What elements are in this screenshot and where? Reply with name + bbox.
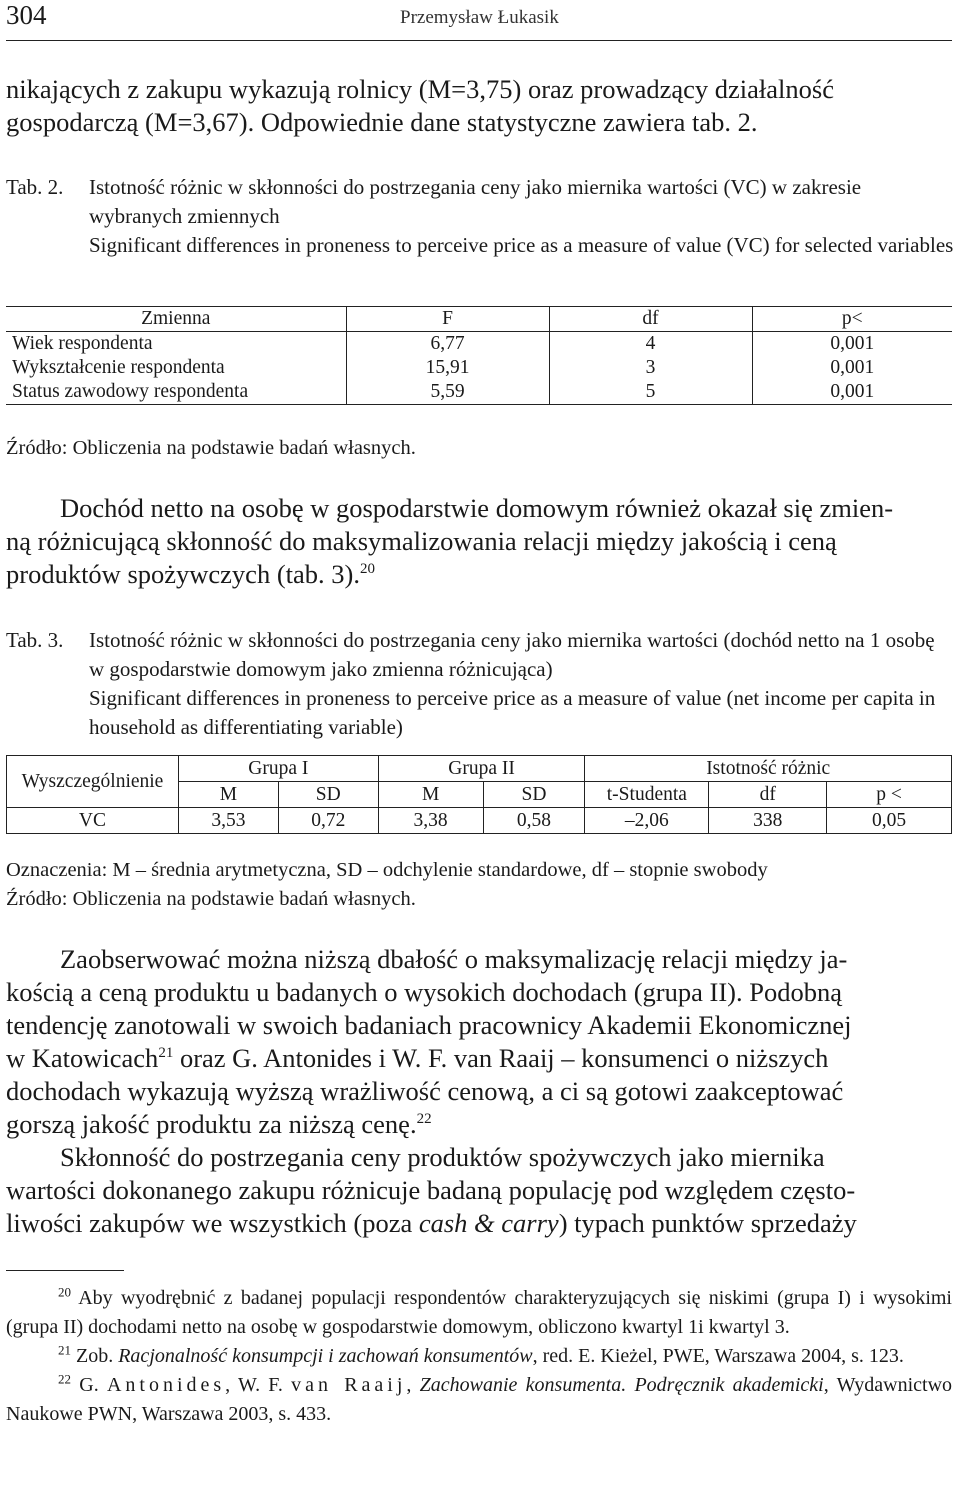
table-cell: 0,05 [827,808,952,834]
footnote-22-b: , W. F. [225,1374,292,1396]
table-3-caption-pl: Istotność różnic w skłonności do postrzegania ceny jako miernika wartości (dochód netto na 1 osobę w gospodarstwie domowym jako zmienna różnicująca) [89,628,935,681]
footnote-20 [6,1284,952,1342]
paragraph-2-line-1: Dochód netto na osobę w gospodarstwie domowym również okazał się zmien- [60,493,894,523]
table-cell: Wiek respondenta [6,332,346,357]
paragraph-1 [6,73,952,139]
footnote-21-title: Racjonalność konsumpcji i zachowań konsumentów [118,1345,533,1367]
paragraph-3-line-5: dochodach wykazują wyższą wrażliwość cenową, a ci są gotowi zaakceptować [6,1076,844,1106]
paragraph-4-line-3 [6,1207,952,1240]
paragraph-2-line-2: ną różnicującą skłonność do maksymalizowania relacji między jakością i ceną [6,526,837,556]
footnote-21-number: 21 [58,1342,71,1358]
paragraph-3-line-4a: w Katowicach [6,1043,159,1073]
footnote-20-number: 20 [58,1284,71,1300]
table-2-caption-pl: Istotność różnic w skłonności do postrzegania ceny jako miernika wartości (VC) w zakresie wybranych zmiennych [89,175,862,228]
table-3-subheader: SD [278,782,378,808]
paragraph-4-line-3b: ) typach punktów sprzedaży [558,1208,857,1238]
table-3-subheader: SD [483,782,585,808]
table-3-header-row-1 [7,756,952,782]
table-row [6,380,952,405]
footnote-21 [6,1342,952,1371]
table-cell: 0,001 [752,356,952,380]
table-cell: 3,38 [378,808,483,834]
footnote-20-text: Aby wyodrębnić z badanej populacji respondentów charakteryzujących się niskimi (grupa I) i wysokimi (grupa II) dochodami netto na osobę w gospodarstwie domowym, obliczono kwartyl 1i kwartyl 3. [6,1287,952,1338]
table-cell: 0,001 [752,332,952,357]
table-2 [6,306,952,405]
header-rule [6,40,952,41]
table-3-caption-en: Significant differences in proneness to perceive price as a measure of value (net income per capita in household as differentiating variable) [89,686,936,739]
table-cell: 0,72 [278,808,378,834]
table-cell: 0,001 [752,380,952,405]
table-3-subheader: df [709,782,827,808]
paragraph-4-line-3a: liwości zakupów we wszystkich (poza [6,1208,419,1238]
footnote-22-d: , Wydawnictwo Naukowe PWN, Warszawa 2003, s. 433. [6,1374,953,1425]
table-3-subheader: t-Studenta [585,782,709,808]
footnote-22-author-2: van Raaij [291,1374,407,1396]
table-2-label: Tab. 2. [6,175,64,199]
table-row [6,356,952,380]
footnote-22-a: G. [79,1374,107,1396]
paragraph-3-line-4 [6,1042,952,1075]
table-3-row-header: Wyszczególnienie [7,756,179,808]
table-cell: Wykształcenie respondenta [6,356,346,380]
paragraph-4-line-2: wartości dokonanego zakupu różnicuje badaną populację pod względem często- [6,1175,856,1205]
table-2-header-row [6,307,952,332]
paragraph-3 [6,943,952,1240]
table-3 [6,755,952,834]
table-3-subheader: M [378,782,483,808]
table-cell: 15,91 [346,356,549,380]
paragraph-1-line-2: gospodarczą (M=3,67). Odpowiednie dane statystyczne zawiera tab. 2. [6,107,758,137]
footnote-ref-22: 22 [416,1111,432,1128]
footnote-22-author-1: Antonides [106,1374,226,1396]
page-number: 304 [6,0,47,30]
footnote-22 [6,1371,952,1429]
paragraph-3-line-4b: oraz G. Antonides i W. F. van Raaij – konsumenci o niższych [173,1043,829,1073]
paragraph-2-line-3 [6,558,952,591]
footnote-rule [6,1270,124,1271]
table-cell: VC [7,808,179,834]
paragraph-2 [6,492,952,591]
table-2-caption [6,173,955,260]
table-3-group-header: Grupa I [178,756,378,782]
footnote-21-b: , red. E. Kieżel, PWE, Warszawa 2004, s. 123. [532,1345,904,1367]
table-cell: 6,77 [346,332,549,357]
table-cell: –2,06 [585,808,709,834]
paragraph-1-line-1: nikających z zakupu wykazują rolnicy (M=3,75) oraz prowadzący działalność [6,74,834,104]
paragraph-3-line-3: tendencję zanotowali w swoich badaniach pracownicy Akademii Ekonomicznej [6,1010,852,1040]
table-cell: 5,59 [346,380,549,405]
footnote-22-c: , [406,1374,420,1396]
table-2-header-cell: Zmienna [6,307,346,332]
paragraph-3-line-6 [6,1108,952,1141]
table-3-source: Źródło: Obliczenia na podstawie badań własnych. [6,888,416,910]
paragraph-4-italic: cash & carry [418,1208,559,1238]
table-2-caption-en: Significant differences in proneness to perceive price as a measure of value (VC) for selected variables [89,233,954,257]
table-3-label: Tab. 3. [6,628,64,652]
table-cell: 5 [549,380,752,405]
table-cell: 3,53 [178,808,278,834]
table-cell: 4 [549,332,752,357]
table-3-subheader: p < [827,782,952,808]
footnote-ref-21: 21 [158,1045,174,1062]
table-2-header-cell: F [346,307,549,332]
table-cell: Status zawodowy respondenta [6,380,346,405]
table-2-header-cell: df [549,307,752,332]
table-cell: 3 [549,356,752,380]
table-cell: 338 [709,808,827,834]
footnote-21-a: Zob. [76,1345,119,1367]
footnote-ref-20: 20 [359,561,375,578]
paragraph-3-line-6-text: gorszą jakość produktu za niższą cenę. [6,1109,417,1139]
table-3-group-header: Grupa II [378,756,585,782]
footnotes [6,1284,952,1429]
paragraph-3-line-2: kością a ceną produktu u badanych o wysokich dochodach (grupa II). Podobną [6,977,842,1007]
table-3-subheader: M [178,782,278,808]
table-3-notes: Oznaczenia: M – średnia arytmetyczna, SD – odchylenie standardowe, df – stopnie swobody [6,859,768,881]
paragraph-4-line-1: Skłonność do postrzegania ceny produktów spożywczych jako miernika [60,1142,825,1172]
table-cell: 0,58 [483,808,585,834]
footnote-22-number: 22 [58,1371,71,1387]
table-2-header-cell: p< [752,307,952,332]
table-2-source: Źródło: Obliczenia na podstawie badań własnych. [6,437,416,459]
table-3-group-header: Istotność różnic [585,756,952,782]
table-row [7,808,952,834]
table-3-caption [6,626,955,742]
running-head-author: Przemysław Łukasik [400,7,559,28]
table-row [6,332,952,357]
footnote-22-title: Zachowanie konsumenta. Podręcznik akademicki [419,1374,824,1396]
paragraph-3-line-1: Zaobserwować można niższą dbałość o maksymalizację relacji między ja- [60,944,848,974]
paragraph-2-line-3-text: produktów spożywczych (tab. 3). [6,559,360,589]
